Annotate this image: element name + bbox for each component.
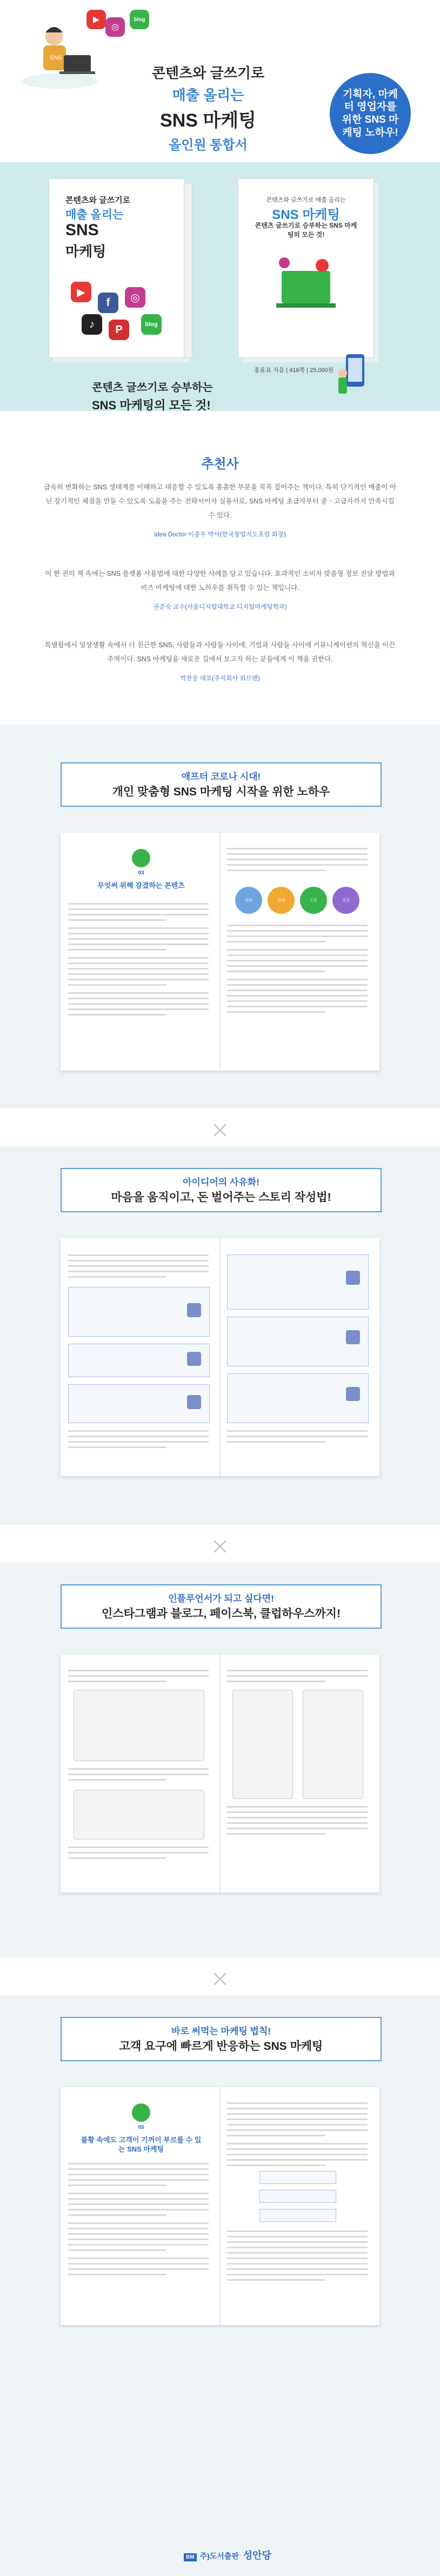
hero-section bbox=[0, 0, 440, 411]
screenshot-image bbox=[74, 1790, 204, 1840]
section-header-3 bbox=[61, 1584, 382, 1629]
body-text-block bbox=[227, 2230, 368, 2285]
body-text-block bbox=[227, 1670, 368, 1686]
book-back-line2: SNS 마케팅 bbox=[272, 208, 340, 222]
book-back-cover bbox=[238, 178, 374, 358]
publisher-mark: BM bbox=[184, 2553, 197, 2561]
divider-cross-icon bbox=[212, 1538, 228, 1555]
spread-left-page bbox=[68, 1249, 214, 1465]
section-headline: 인스타그램과 블로그, 페이스북, 클럽하우스까지! bbox=[102, 1608, 341, 1620]
spread-right-page bbox=[227, 844, 373, 1060]
avatar bbox=[187, 1395, 201, 1409]
feature-section-1 bbox=[0, 725, 440, 1108]
diagram-box bbox=[259, 2209, 336, 2222]
laptop-illustration bbox=[271, 255, 341, 320]
person-phone-illustration bbox=[335, 351, 373, 400]
spread-right-page bbox=[227, 1249, 373, 1465]
pinterest-icon: P bbox=[109, 320, 129, 340]
svg-text:SNS: SNS bbox=[50, 55, 62, 61]
section-headline: 고객 요구에 빠르게 반응하는 SNS 마케팅 bbox=[119, 2040, 323, 2053]
concept-circle: 변화 bbox=[235, 887, 262, 914]
publisher-footer bbox=[0, 2536, 440, 2576]
diagram-box bbox=[259, 2171, 336, 2184]
hero-slogan-line2: SNS 마케팅의 모든 것! bbox=[92, 399, 211, 412]
recommendation-text-1: 급속히 변화하는 SNS 생태계를 이해하고 대응할 수 있도록 촘촘한 부분을 꼭꼭 짚어주는 책이다. 특히 단기적인 매출이 아닌 장기적인 체질을 만들 수 있도록 도움을 주는 전략서이자 실용서로, SNS 마케팅 초급자부터 중ㆍ고급자까지 만족시킬 수 있다. bbox=[43, 483, 397, 519]
recommendation-section bbox=[0, 422, 440, 725]
body-text-block bbox=[68, 1670, 209, 1686]
concept-circle: 소통 bbox=[300, 887, 327, 914]
body-text-block bbox=[68, 1430, 209, 1452]
youtube-icon: ▶ bbox=[86, 10, 106, 29]
target-badge-text: 기획자, 마케터 영업자를 위한 SNS 마케팅 노하우! bbox=[342, 88, 399, 138]
avatar bbox=[187, 1352, 201, 1366]
body-text-block bbox=[227, 848, 368, 875]
instagram-icon: ◎ bbox=[125, 287, 145, 308]
body-text-block bbox=[68, 1847, 209, 1863]
book-back-line1: 콘텐츠와 글쓰기로 매출 올리는 bbox=[266, 197, 346, 203]
book-front-line2: 매출 올리는 bbox=[65, 209, 124, 221]
hero-slogan-line1: 콘텐츠 글쓰기로 승부하는 bbox=[92, 382, 213, 394]
spread-gutter bbox=[219, 2087, 221, 2325]
divider-cross-icon bbox=[212, 1122, 228, 1138]
spread-right-page bbox=[227, 1665, 373, 1882]
avatar bbox=[346, 1387, 360, 1401]
publisher-logo bbox=[184, 2548, 271, 2562]
screenshot-image bbox=[232, 1690, 293, 1799]
feature-section-4 bbox=[0, 1995, 440, 2536]
spread-left-page bbox=[68, 844, 214, 1060]
hero-title-line3: SNS 마케팅 bbox=[160, 110, 256, 131]
hero-title-line4: 올인원 통합서 bbox=[169, 138, 248, 152]
spread-right-page bbox=[227, 2098, 373, 2314]
recommendation-signature-3: 박찬웅 대표(주식회사 위브랜) bbox=[180, 675, 260, 682]
target-badge bbox=[330, 73, 411, 154]
book-spine bbox=[184, 183, 192, 358]
chapter-number: 03 bbox=[138, 870, 144, 876]
blog-icon: blog bbox=[141, 314, 162, 335]
body-text-block bbox=[68, 1768, 209, 1784]
hero-slogan bbox=[92, 379, 330, 413]
youtube-icon: ▶ bbox=[71, 282, 91, 302]
book-price: 홍윤표 지음 | 416쪽 | 25,000원 bbox=[254, 367, 334, 374]
recommendation-signature-2: 권준숙 교수(서울디지털대학교 디지털마케팅학과) bbox=[153, 604, 287, 610]
spread-gutter bbox=[219, 1655, 221, 1893]
recommendation-signature-1: Idea Doctor 이종우 박사(한국창업지도포럼 회장) bbox=[154, 532, 286, 538]
book-front-line4: 마케팅 bbox=[65, 243, 106, 260]
recommendation-text-3: 특별함에서 일상생활 속에서 더 친근한 SNS, 사람들과 사람들 사이에, 기업과 사람들 사이에 커뮤니케이션의 혁신을 이끈 주역이다. SNS 마케팅을 새로운 길에서 보고자 하는 분들에게 이 책을 권한다. bbox=[44, 641, 396, 663]
chapter-icon bbox=[132, 2103, 150, 2122]
book-back-line3: 콘텐츠 글쓰기로 승부하는 SNS 마케팅의 모든 것! bbox=[255, 222, 357, 238]
section-header-1 bbox=[61, 762, 382, 807]
section-kicker: 아이디어의 사유화! bbox=[183, 1177, 259, 1187]
section-kicker: 바로 써먹는 마케팅 법칙! bbox=[171, 2026, 271, 2036]
book-front-line1: 콘텐츠와 글쓰기로 bbox=[65, 196, 131, 205]
book-spread-1 bbox=[61, 833, 379, 1071]
book-front-line3: SNS bbox=[65, 221, 99, 239]
concept-circle: 관계 bbox=[268, 887, 295, 914]
diagram-box bbox=[259, 2190, 336, 2203]
divider-cross-icon bbox=[212, 1971, 228, 1987]
book-front-cover bbox=[49, 178, 185, 358]
tiktok-icon: ♪ bbox=[82, 314, 102, 335]
blog-icon: blog bbox=[130, 10, 149, 29]
recommendation-text-2: 이 한 권의 책 속에는 SNS 플랫폼 사용법에 대한 다양한 사례를 담고 있습니다. 효과적인 소비자 맞춤형 정보 전달 방법과 비즈 마케팅에 대한 노하우를 취득할 수 있는 책입니다. bbox=[45, 570, 395, 592]
body-text-block bbox=[68, 2163, 209, 2279]
section-header-2 bbox=[61, 1168, 382, 1212]
spread-left-page bbox=[68, 1665, 214, 1882]
hero-title bbox=[119, 62, 297, 153]
section-kicker: 인플루언서가 되고 싶다면! bbox=[168, 1594, 274, 1604]
avatar bbox=[346, 1330, 360, 1344]
body-text-block bbox=[227, 925, 368, 1017]
section-headline: 마음을 움직이고, 돈 벌어주는 스토리 작성법! bbox=[111, 1191, 331, 1204]
chapter-number: 05 bbox=[138, 2124, 144, 2130]
section-headline: 개인 맞춤형 SNS 마케팅 시작을 위한 노하우 bbox=[112, 786, 330, 798]
book-spread-2 bbox=[61, 1238, 379, 1476]
section-kicker: 애프터 코로나 시대! bbox=[181, 772, 261, 782]
avatar bbox=[346, 1271, 360, 1285]
book-spread-4 bbox=[61, 2087, 379, 2325]
spread-gutter bbox=[219, 833, 221, 1071]
concept-circles bbox=[227, 887, 368, 914]
concept-circle: 공감 bbox=[332, 887, 359, 914]
facebook-icon: f bbox=[98, 293, 118, 313]
body-text-block bbox=[227, 1430, 368, 1446]
page-heading: 무엇써 위해 잠겼하는 콘텐츠 bbox=[97, 881, 185, 889]
section-header-4 bbox=[61, 2017, 382, 2061]
screenshot-image bbox=[74, 1690, 204, 1761]
hero-title-line2: 매출 올리는 bbox=[172, 87, 244, 103]
screenshot-image bbox=[303, 1690, 363, 1799]
publisher-name: 성안당 bbox=[243, 2550, 271, 2561]
feature-section-2 bbox=[0, 1146, 440, 1525]
page-heading: 불황 속에도 고객이 기꺼이 부르를 수 있는 SNS 마케팅 bbox=[81, 2136, 202, 2153]
publisher-imprint: 주)도서출판 bbox=[199, 2552, 239, 2560]
recommendation-title: 추천사 bbox=[201, 457, 239, 472]
book-spread-3 bbox=[61, 1655, 379, 1893]
hero-title-line1: 콘텐츠와 글쓰기로 bbox=[151, 65, 265, 81]
body-text-block bbox=[68, 903, 209, 1019]
chapter-icon bbox=[132, 849, 150, 867]
body-text-block bbox=[227, 1806, 368, 1838]
body-text-block bbox=[68, 1254, 209, 1282]
body-text-block bbox=[227, 2102, 368, 2170]
instagram-icon: ◎ bbox=[105, 17, 125, 37]
avatar bbox=[187, 1303, 201, 1317]
feature-section-3 bbox=[0, 1563, 440, 1957]
spread-left-page bbox=[68, 2098, 214, 2314]
spread-gutter bbox=[219, 1238, 221, 1476]
